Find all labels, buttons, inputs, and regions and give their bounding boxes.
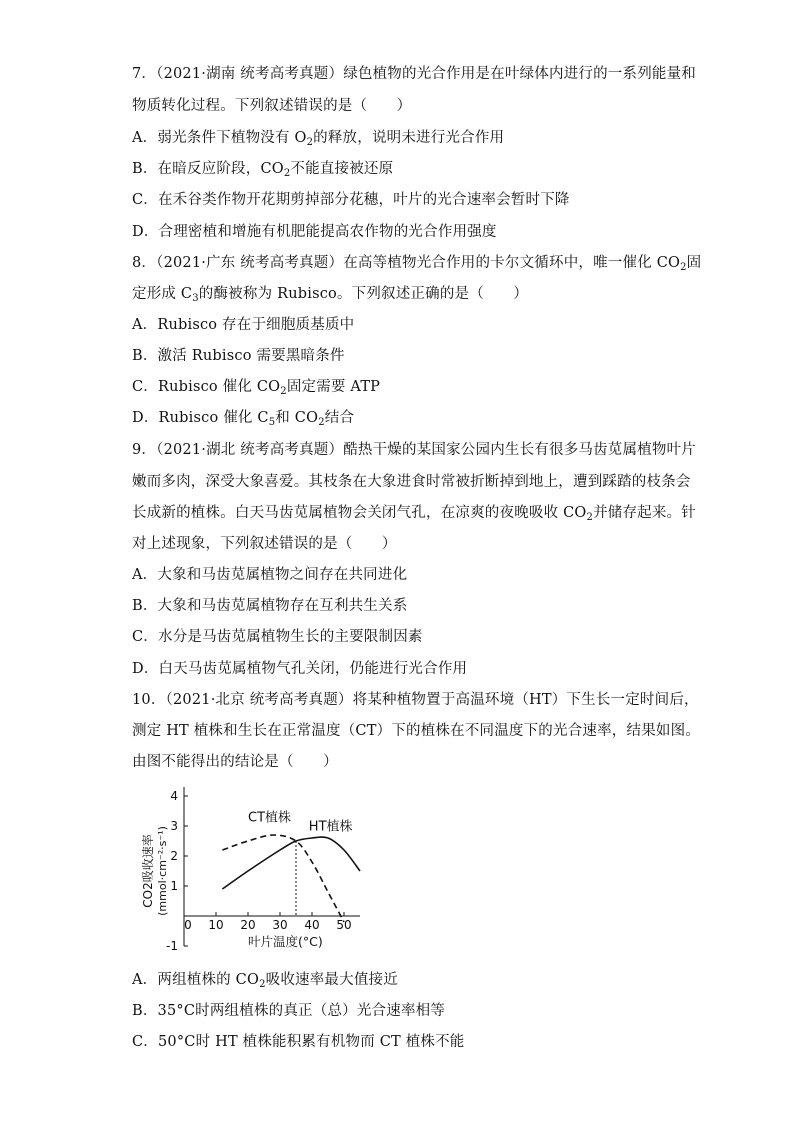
subscript: 2 (280, 386, 287, 397)
subscript: 5 (268, 417, 276, 428)
q8-option-c-text: C．Rubisco 催化 CO (132, 379, 281, 395)
y-tick-label: 2 (170, 849, 178, 863)
q8-stem-line-2 (132, 284, 528, 309)
q8-option-d-text: D．Rubisco 催化 C (132, 410, 269, 426)
subscript: 2 (306, 137, 314, 148)
q8-stem-line-1 (132, 253, 701, 278)
x-tick-label: 10 (208, 918, 224, 932)
q9-option-d[interactable]: D．白天马齿苋属植物气孔关闭，仍能进行光合作用 (132, 661, 468, 677)
q7-option-b[interactable] (132, 159, 393, 184)
y-axis-label: CO2吸收速率 (141, 834, 155, 908)
y-tick-label: 1 (170, 879, 178, 893)
subscript: 2 (318, 417, 325, 428)
q7-option-a-text: A．弱光条件下植物没有 O (132, 130, 307, 146)
q10-option-b[interactable]: B．35°C时两组植株的真正（总）光合速率相等 (132, 1003, 446, 1019)
photosynthesis-rate-chart (132, 778, 377, 953)
q9-stem-line-2: 嫩而多肉，深受大象喜爱。其枝条在大象进食时常被折断掉到地上，遭到踩踏的枝条会 (132, 474, 691, 490)
subscript: 2 (586, 512, 594, 523)
q9-stem-line-4: 对上述现象，下列叙述错误的是（ ） (132, 536, 397, 552)
q9-stem-text: 长成新的植株。白天马齿苋属植物会关闭气孔，在凉爽的夜晚吸收 CO (132, 505, 587, 521)
subscript: 2 (283, 168, 291, 179)
q8-option-a[interactable]: A．Rubisco 存在于细胞质基质中 (132, 317, 355, 333)
series-label-ct: CT植株 (248, 810, 292, 826)
y-tick-label: -1 (166, 939, 178, 953)
q10-option-a[interactable] (132, 970, 398, 995)
q8-stem-text-end: 固 (686, 255, 702, 271)
q9-option-a[interactable]: A．大象和马齿苋属植物之间存在共同进化 (132, 567, 408, 583)
q8-stem-text: 8．（2021·广东 统考高考真题）在高等植物光合作用的卡尔文循环中，唯一催化 CO (132, 255, 681, 271)
q7-option-c[interactable]: C．在禾谷类作物开花期剪掉部分花穗，叶片的光合速率会暂时下降 (132, 192, 570, 208)
q7-option-b-text: B．在暗反应阶段，CO (132, 161, 284, 177)
q8-option-c[interactable] (132, 377, 380, 402)
y-tick-label: 4 (170, 789, 178, 803)
q9-stem-line-1: 9．（2021·湖北 统考高考真题）酷热干燥的某国家公园内生长有很多马齿苋属植物叶片 (132, 442, 696, 458)
q7-option-a[interactable] (132, 128, 504, 153)
q8-option-c-text-end: 固定需要 ATP (286, 379, 381, 395)
q8-option-d[interactable] (132, 408, 354, 433)
x-tick-label: 40 (304, 918, 320, 932)
q10-option-a-text-end: 吸收速率最大值接近 (265, 972, 398, 988)
q8-option-d-text-mid: 和 CO (275, 410, 319, 426)
q7-stem-line-2: 物质转化过程。下列叙述错误的是（ ） (132, 98, 412, 114)
x-axis-label: 叶片温度(°C) (248, 934, 323, 949)
q9-stem-line-3 (132, 503, 696, 528)
subscript: 2 (680, 262, 687, 273)
series-line-2 (222, 837, 360, 889)
q10-stem-line-2: 测定 HT 植株和生长在正常温度（CT）下的植株在不同温度下的光合速率，结果如图。 (132, 723, 700, 739)
x-tick-label: 50 (336, 918, 352, 932)
x-tick-label: 30 (272, 918, 288, 932)
x-tick-label: 0 (184, 918, 192, 932)
y-tick-label: 3 (170, 819, 178, 833)
q8-stem-text-end: 的酶被称为 Rubisco。下列叙述正确的是（ ） (198, 286, 529, 302)
subscript: 2 (259, 979, 266, 990)
y-axis-unit-label: (mmol·cm⁻²·s⁻¹) (156, 826, 169, 916)
q10-stem-line-3: 由图不能得出的结论是（ ） (132, 754, 338, 770)
q10-option-c[interactable]: C．50°C时 HT 植株能积累有机物而 CT 植株不能 (132, 1034, 465, 1050)
q8-option-d-text-end: 结合 (324, 410, 355, 426)
q7-stem-line-1: 7．（2021·湖南 统考高考真题）绿色植物的光合作用是在叶绿体内进行的一系列能量和 (132, 66, 696, 82)
q7-option-a-text-end: 的释放，说明未进行光合作用 (313, 130, 505, 146)
q7-option-b-text-end: 不能直接被还原 (290, 161, 394, 177)
chart-series (222, 835, 360, 922)
q8-stem-text: 定形成 C (132, 286, 193, 302)
subscript: 3 (192, 293, 199, 304)
q7-option-d[interactable]: D．合理密植和增施有机肥能提高农作物的光合作用强度 (132, 224, 497, 240)
q9-stem-text-end: 并储存起来。针 (593, 505, 696, 521)
series-label-ht: HT植株 (308, 819, 353, 835)
q9-option-c[interactable]: C．水分是马齿苋属植物生长的主要限制因素 (132, 629, 423, 645)
x-tick-label: 20 (240, 918, 256, 932)
q10-stem-line-1: 10．（2021·北京 统考高考真题）将某种植物置于高温环境（HT）下生长一定时间后， (132, 692, 699, 708)
q8-option-b[interactable]: B．激活 Rubisco 需要黑暗条件 (132, 348, 345, 364)
q10-option-a-text: A．两组植株的 CO (132, 972, 260, 988)
q9-option-b[interactable]: B．大象和马齿苋属植物存在互利共生关系 (132, 598, 408, 614)
